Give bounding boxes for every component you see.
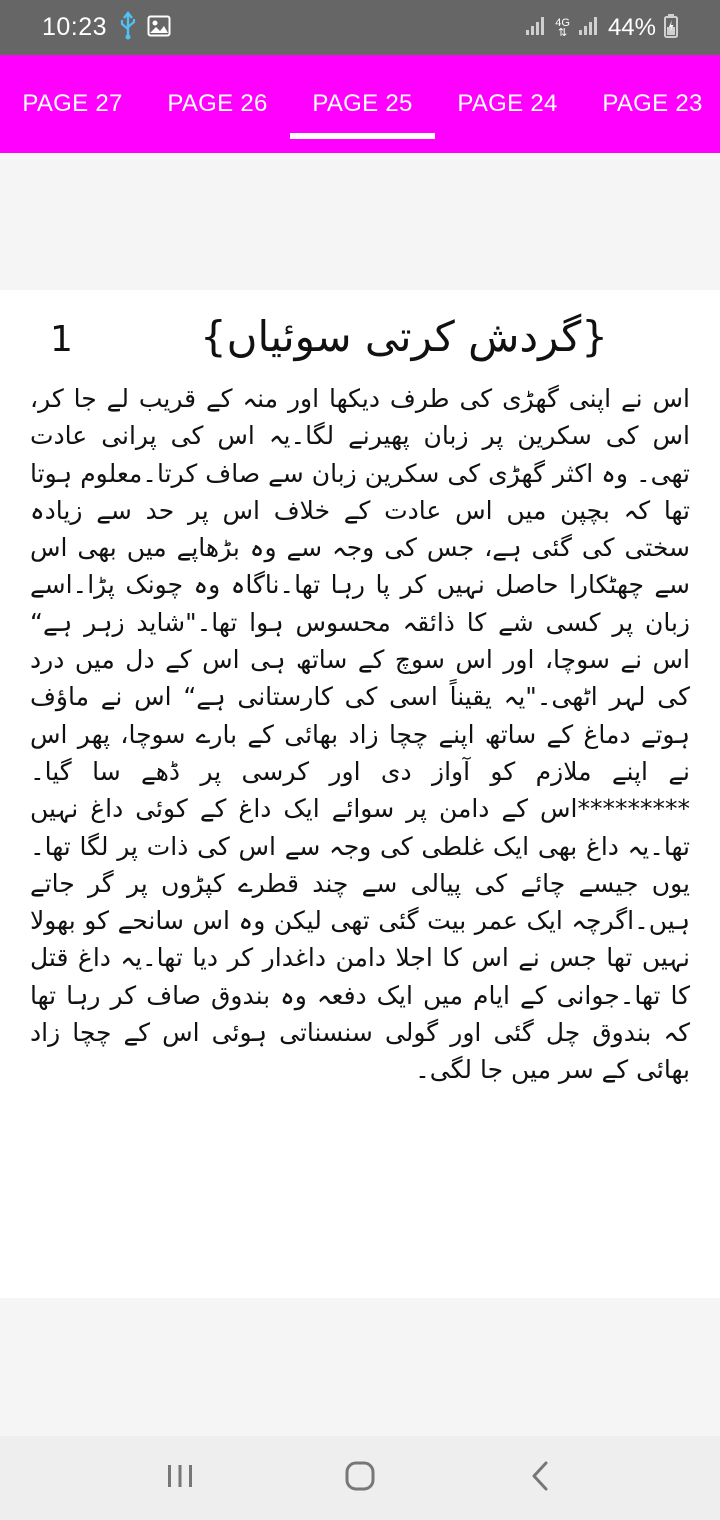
tab-label: PAGE 26 — [167, 90, 268, 117]
image-icon — [147, 15, 171, 41]
battery-percent: 44% — [607, 13, 656, 41]
page-tab-bar — [0, 55, 720, 153]
tab-page-26[interactable] — [145, 55, 290, 153]
signal-icon-2 — [578, 16, 600, 40]
tab-page-25[interactable] — [290, 55, 435, 153]
tab-label: PAGE 23 — [602, 90, 703, 117]
tab-page-24[interactable] — [435, 55, 580, 153]
tab-label: PAGE 24 — [457, 90, 558, 117]
tab-label: PAGE 25 — [312, 90, 413, 117]
status-time: 10:23 — [42, 13, 108, 41]
tab-page-23[interactable] — [580, 55, 720, 153]
tab-page-27[interactable] — [0, 55, 145, 153]
back-button[interactable] — [500, 1448, 580, 1508]
data-arrows-icon: 4G ⇅ — [555, 16, 570, 39]
article-title: {گردش کرتی سوئیاں} — [199, 312, 608, 361]
recent-apps-button[interactable] — [140, 1448, 220, 1508]
article-card[interactable] — [0, 290, 720, 1298]
status-bar — [0, 0, 720, 55]
article-number: 1 — [50, 319, 73, 360]
tab-label: PAGE 27 — [22, 90, 123, 117]
navigation-bar — [0, 1436, 720, 1520]
home-icon — [344, 1460, 376, 1496]
home-button[interactable] — [320, 1448, 400, 1508]
battery-icon — [664, 14, 678, 42]
back-icon — [529, 1460, 551, 1496]
usb-icon — [119, 11, 137, 45]
signal-icon — [525, 16, 547, 40]
network-type: 4G — [555, 16, 570, 29]
article-body: اس نے اپنی گھڑی کی طرف دیکھا اور منہ کے قریب لے جا کر، اس کی سکرین پر زبان پھیرنے لگا۔یہ اس کی پرانی عادت تھی۔ وہ اکثر گھڑی کی سکرین زبان سے صاف کرتا۔معلوم ہوتا تھا کہ بچپن میں اس عادت کے خلاف اس پر حد سے زیادہ سختی کی گئی ہے، جس کی وجہ سے وہ بڑھاپے میں بھی اس سے چھٹکارا حاصل نہیں کر پا رہا تھا۔ناگاہ وہ چونک پڑا۔اسے زبان پر کسی شے کا ذائقہ محسوس ہوا تھا۔"شاید زہر ہے“ اس نے سوچا، اور اس سوچ کے ساتھ ہی اس کے دل میں درد کی لہر اٹھی۔"یہ یقیناً اسی کی کارستانی ہے“ اس نے ماؤف ہوتے دماغ کے ساتھ اپنے چچا زاد بھائی کے بارے سوچا، پھر اس نے اپنے ملازم کو آواز دی اور کرسی پر ڈھے سا گیا۔*********اس کے دامن پر سوائے ایک داغ کے کوئی داغ نہیں تھا۔یہ داغ بھی ایک غلطی کی وجہ سے اس کی ذات پر لگا تھا۔یوں جیسے چائے کی پیالی سے چند قطرے کپڑوں پر گر جاتے ہیں۔اگرچہ ایک عمر بیت گئی تھی لیکن وہ اس سانحے کو بھولا نہیں تھا جس نے اس کا اجلا دامن داغدار کر دیا تھا۔یہ داغ قتل کا تھا۔جوانی کے ایام میں ایک دفعہ وہ بندوق صاف کر رہا تھا کہ بندوق چل گئی اور گولی سنسناتی ہوئی اس کے چچا زاد بھائی کے سر میں جا لگی۔ — [30, 384, 690, 1085]
tab-indicator — [290, 133, 435, 139]
article-title-row — [0, 302, 720, 377]
recent-apps-icon — [165, 1463, 195, 1493]
